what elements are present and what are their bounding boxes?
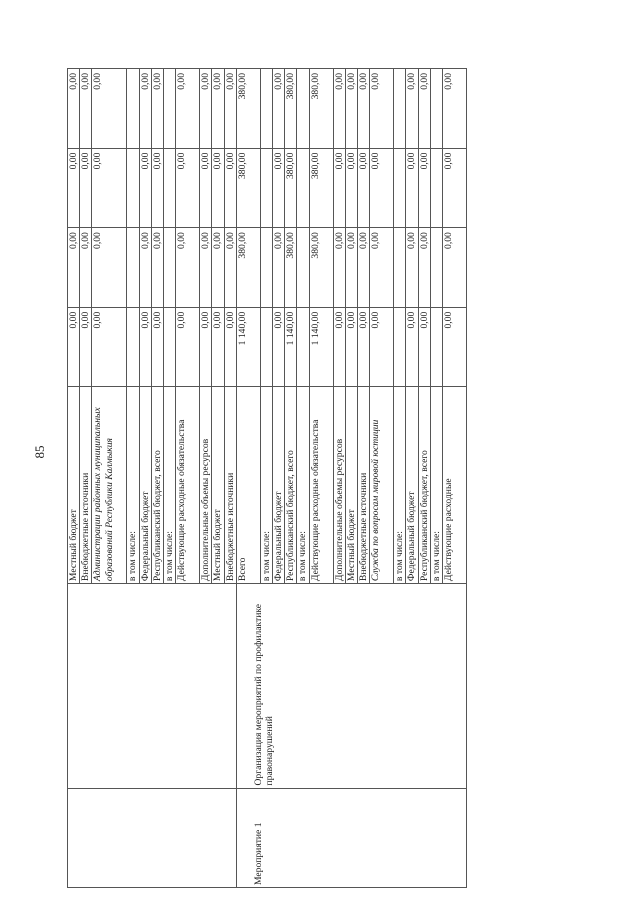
- value-cell: [164, 307, 176, 387]
- value-cell: 0,00: [92, 69, 127, 149]
- value-cell: 0,00: [333, 148, 345, 228]
- value-cell: 0,00: [406, 307, 418, 387]
- row-label: Местный бюджет: [68, 387, 80, 584]
- value-cell: 0,00: [406, 69, 418, 149]
- value-cell: 0,00: [273, 307, 285, 387]
- value-cell: [430, 69, 442, 149]
- value-cell: 0,00: [273, 69, 285, 149]
- row-label: Дополнительные объемы ресурсов: [333, 387, 345, 584]
- value-cell: 0,00: [345, 148, 357, 228]
- value-cell: [394, 307, 406, 387]
- value-cell: 0,00: [333, 228, 345, 308]
- value-cell: 380,00: [309, 228, 333, 308]
- row-label: Местный бюджет: [345, 387, 357, 584]
- row-label: Администрации районных муниципальных образований Республики Калмыкия: [92, 387, 127, 584]
- value-cell: 0,00: [200, 148, 212, 228]
- row-label: Республиканский бюджет, всего: [151, 387, 163, 584]
- value-cell: 0,00: [68, 228, 80, 308]
- measure-code: Мероприятие 1: [252, 822, 264, 885]
- value-cell: 0,00: [68, 307, 80, 387]
- value-cell: 0,00: [176, 148, 200, 228]
- value-cell: 0,00: [92, 148, 127, 228]
- value-cell: 0,00: [92, 228, 127, 308]
- row-label: Внебюджетные источники: [80, 387, 92, 584]
- value-cell: 380,00: [309, 69, 333, 149]
- value-cell: 0,00: [443, 69, 467, 149]
- budget-table-body: [68, 69, 467, 888]
- value-cell: [394, 148, 406, 228]
- value-cell: 0,00: [68, 69, 80, 149]
- value-cell: 0,00: [68, 148, 80, 228]
- value-cell: 0,00: [345, 307, 357, 387]
- value-cell: 0,00: [151, 228, 163, 308]
- value-cell: 0,00: [139, 228, 151, 308]
- value-cell: 0,00: [345, 228, 357, 308]
- value-cell: 0,00: [406, 148, 418, 228]
- value-cell: 0,00: [406, 228, 418, 308]
- value-cell: 0,00: [139, 148, 151, 228]
- row-label: Действующие расходные: [443, 387, 467, 584]
- value-cell: [297, 307, 309, 387]
- value-cell: 0,00: [224, 228, 236, 308]
- value-cell: [297, 148, 309, 228]
- value-cell: 0,00: [212, 148, 224, 228]
- value-cell: 0,00: [200, 228, 212, 308]
- value-cell: [127, 307, 139, 387]
- value-cell: 1 140,00: [309, 307, 333, 387]
- value-cell: 0,00: [370, 307, 394, 387]
- measure-name: Организация мероприятий по профилактике правонарушений: [252, 603, 276, 786]
- row-label: Федеральный бюджет: [139, 387, 151, 584]
- value-cell: [164, 228, 176, 308]
- value-cell: 380,00: [236, 228, 260, 308]
- value-cell: [260, 228, 272, 308]
- value-cell: [164, 148, 176, 228]
- value-cell: 0,00: [418, 69, 430, 149]
- value-cell: 0,00: [212, 307, 224, 387]
- value-cell: 0,00: [358, 148, 370, 228]
- value-cell: 0,00: [224, 307, 236, 387]
- value-cell: 0,00: [273, 148, 285, 228]
- value-cell: [430, 307, 442, 387]
- row-label: Действующие расходные обязательства: [176, 387, 200, 584]
- value-cell: 1 140,00: [236, 307, 260, 387]
- value-cell: 0,00: [418, 148, 430, 228]
- value-cell: 0,00: [345, 69, 357, 149]
- value-cell: 0,00: [80, 228, 92, 308]
- measure-name-cell: [236, 584, 466, 788]
- value-cell: 0,00: [80, 69, 92, 149]
- value-cell: 380,00: [236, 148, 260, 228]
- value-cell: 0,00: [418, 307, 430, 387]
- value-cell: [127, 148, 139, 228]
- value-cell: [297, 69, 309, 149]
- value-cell: 380,00: [285, 148, 297, 228]
- value-cell: 1 140,00: [285, 307, 297, 387]
- table-row: [236, 69, 260, 888]
- value-cell: 0,00: [92, 307, 127, 387]
- row-label: в том числе:: [394, 387, 406, 584]
- value-cell: 0,00: [212, 69, 224, 149]
- value-cell: 0,00: [80, 148, 92, 228]
- row-label: Республиканский бюджет, всего: [285, 387, 297, 584]
- value-cell: 0,00: [139, 307, 151, 387]
- row-label: в том числе:: [260, 387, 272, 584]
- value-cell: [430, 148, 442, 228]
- row-label: Дополнительные объемы ресурсов: [200, 387, 212, 584]
- value-cell: [260, 307, 272, 387]
- value-cell: 0,00: [151, 69, 163, 149]
- value-cell: [164, 69, 176, 149]
- row-label: в том числе:: [297, 387, 309, 584]
- row-label: Местный бюджет: [212, 387, 224, 584]
- value-cell: 0,00: [333, 307, 345, 387]
- code-cell-empty: [68, 788, 237, 887]
- value-cell: 380,00: [236, 69, 260, 149]
- row-label: Федеральный бюджет: [406, 387, 418, 584]
- page-number: 85: [32, 445, 47, 459]
- value-cell: 0,00: [151, 307, 163, 387]
- value-cell: 0,00: [151, 148, 163, 228]
- value-cell: 0,00: [224, 148, 236, 228]
- value-cell: 0,00: [176, 228, 200, 308]
- value-cell: 0,00: [443, 148, 467, 228]
- value-cell: 0,00: [224, 69, 236, 149]
- value-cell: 0,00: [358, 307, 370, 387]
- row-label: Служба по вопросам мировой юстиции: [370, 387, 394, 584]
- value-cell: [260, 148, 272, 228]
- value-cell: [394, 69, 406, 149]
- row-label: Республиканский бюджет, всего: [418, 387, 430, 584]
- value-cell: 0,00: [139, 69, 151, 149]
- value-cell: 380,00: [285, 228, 297, 308]
- measure-code-cell: [236, 788, 466, 887]
- budget-table: [67, 68, 467, 888]
- value-cell: 0,00: [200, 307, 212, 387]
- row-label: Внебюджетные источники: [224, 387, 236, 584]
- value-cell: 0,00: [176, 307, 200, 387]
- value-cell: [127, 228, 139, 308]
- value-cell: [430, 228, 442, 308]
- value-cell: [394, 228, 406, 308]
- row-label: в том числе:: [430, 387, 442, 584]
- value-cell: 0,00: [200, 69, 212, 149]
- row-label: Внебюджетные источники: [358, 387, 370, 584]
- value-cell: 380,00: [309, 148, 333, 228]
- value-cell: 0,00: [370, 148, 394, 228]
- row-label: Действующие расходные обязательства: [309, 387, 333, 584]
- value-cell: 0,00: [212, 228, 224, 308]
- value-cell: 0,00: [418, 228, 430, 308]
- value-cell: 0,00: [358, 228, 370, 308]
- value-cell: [297, 228, 309, 308]
- table-row: [68, 69, 80, 888]
- value-cell: 380,00: [285, 69, 297, 149]
- value-cell: [260, 69, 272, 149]
- name-cell-empty: [68, 584, 237, 788]
- value-cell: 0,00: [443, 228, 467, 308]
- value-cell: 0,00: [370, 69, 394, 149]
- value-cell: 0,00: [358, 69, 370, 149]
- row-label: Федеральный бюджет: [273, 387, 285, 584]
- value-cell: 0,00: [370, 228, 394, 308]
- budget-table-frame: [67, 68, 577, 888]
- row-label: в том числе:: [164, 387, 176, 584]
- row-label: в том числе:: [127, 387, 139, 584]
- value-cell: 0,00: [333, 69, 345, 149]
- value-cell: 0,00: [443, 307, 467, 387]
- budget-table-rotated: [67, 68, 577, 888]
- row-label: Всего: [236, 387, 260, 584]
- value-cell: 0,00: [176, 69, 200, 149]
- value-cell: 0,00: [273, 228, 285, 308]
- value-cell: [127, 69, 139, 149]
- value-cell: 0,00: [80, 307, 92, 387]
